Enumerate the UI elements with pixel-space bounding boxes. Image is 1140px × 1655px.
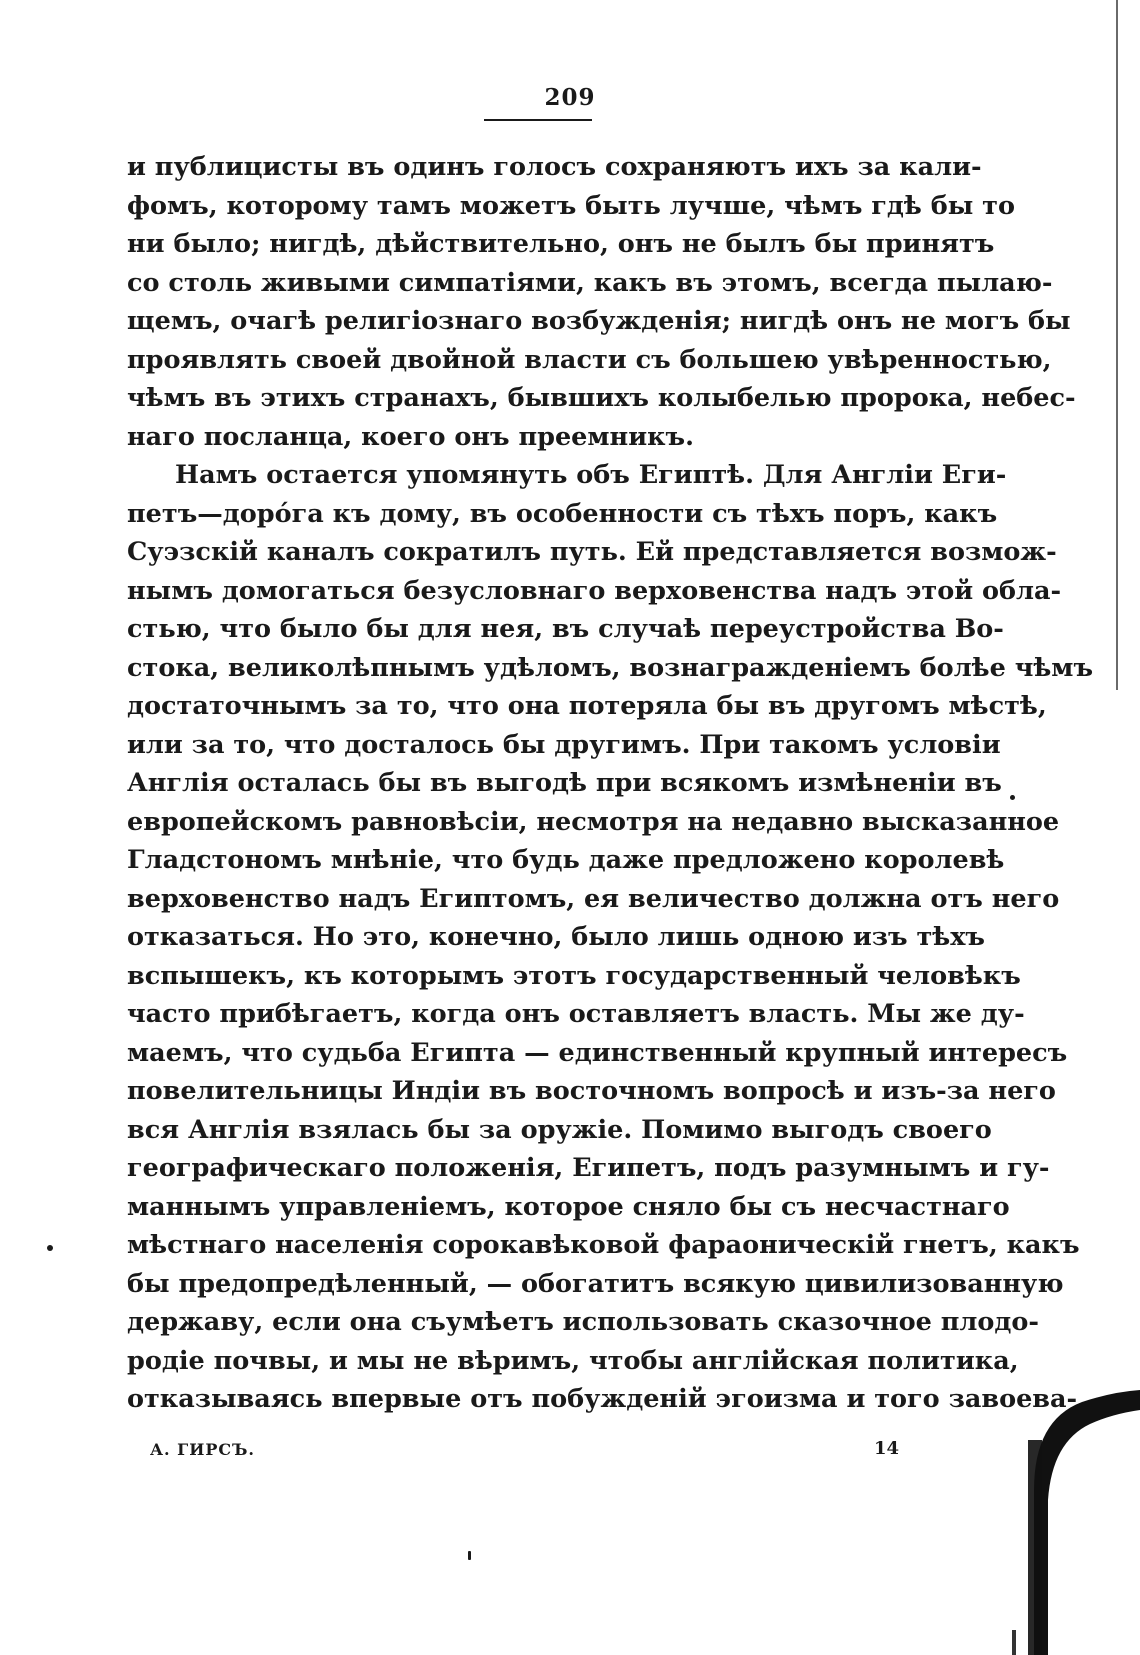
text-line: щемъ, очагѣ религіознаго возбужденія; нигдѣ онъ не могъ бы [127,306,1071,336]
text-line: Суэзскій каналъ сократилъ путь. Ей представляется возмож- [127,537,1057,567]
text-line: родіе почвы, и мы не вѣримъ, чтобы англійская политика, [127,1345,1019,1376]
body-text [127,148,1094,1419]
text-line: и публицисты въ одинъ голосъ сохраняютъ ихъ за кали- [127,152,982,182]
text-line: ни было; нигдѣ, дѣйствительно, онъ не былъ бы принятъ [127,229,995,259]
text-line: верховенство надъ Египтомъ, ея величество должна отъ него [127,883,1060,914]
text-line: вся Англія взялась бы за оружіе. Помимо выгодъ своего [127,1114,992,1145]
text-line: европейскомъ равновѣсіи, несмотря на недавно высказанное [127,806,1060,837]
paragraph-first-line: Намъ остается упомянуть объ Египтѣ. Для Англіи Еги- [175,460,1007,490]
text-line: фомъ, которому тамъ можетъ быть лучше, чѣмъ гдѣ бы то [127,190,1015,221]
text-line: часто прибѣгаетъ, когда онъ оставляетъ власть. Мы же ду- [127,999,1025,1029]
footer-signature: А. ГИРСЪ. [150,1440,255,1459]
text-line: бы предопредѣленный, — обогатитъ всякую цивилизованную [127,1268,1064,1299]
page-number-rule [484,119,592,121]
text-line: стока, великолѣпнымъ удѣломъ, вознагражденіемъ болѣе чѣмъ [127,652,1094,683]
text-line: географическаго положенія, Египетъ, подъ разумнымъ и гу- [127,1153,1050,1183]
text-line: чѣмъ въ этихъ странахъ, бывшихъ колыбелью пророка, небес- [127,383,1076,413]
text-line: вспышекъ, къ которымъ этотъ государственный человѣкъ [127,960,1021,991]
text-line: стью, что было бы для нея, въ случаѣ переустройства Во- [127,614,1004,644]
text-line: маемъ, что судьба Египта — единственный крупный интересъ [127,1037,1068,1068]
text-line: нымъ домогаться безусловнаго верховенства надъ этой обла- [127,575,1062,606]
margin-speck [468,1551,471,1560]
text-line: Англія осталась бы въ выгодѣ при всякомъ измѣненіи въ [127,768,1002,798]
scan-edge-line [1116,0,1118,690]
text-line: или за то, что досталось бы другимъ. При такомъ условіи [127,729,1001,760]
text-line: маннымъ управленіемъ, которое сняло бы съ несчастнаго [127,1191,1010,1222]
text-line: отказаться. Но это, конечно, было лишь одною изъ тѣхъ [127,922,985,952]
text-line: проявлять своей двойной власти съ большею увѣренностью, [127,344,1052,375]
margin-speck [47,1245,53,1251]
page-number: 209 [544,84,596,111]
text-line: мѣстнаго населенія сорокавѣковой фараоническій гнетъ, какъ [127,1230,1080,1260]
text-line: со столь живыми симпатіями, какъ въ этомъ, всегда пылаю- [127,267,1053,298]
text-line: петъ—дорóга къ дому, въ особенности съ тѣхъ поръ, какъ [127,498,998,529]
paragraph-last-line: наго посланца, коего онъ преемникъ. [127,421,694,452]
sheet-number: 14 [874,1438,900,1459]
text-line: державу, если она съумѣетъ использовать сказочное плодо- [127,1307,1039,1337]
text-line: Гладстономъ мнѣніе, что будь даже предложено королевѣ [127,845,1005,875]
text-line: достаточнымъ за то, что она потеряла бы въ другомъ мѣстѣ, [127,691,1047,721]
scan-edge-shadow [1012,1380,1140,1655]
margin-speck [1010,795,1015,800]
text-line: повелительницы Индіи въ восточномъ вопросѣ и изъ-за него [127,1076,1056,1106]
text-line: отказываясь впервые отъ побужденій эгоизма и того завоева- [127,1384,1078,1414]
